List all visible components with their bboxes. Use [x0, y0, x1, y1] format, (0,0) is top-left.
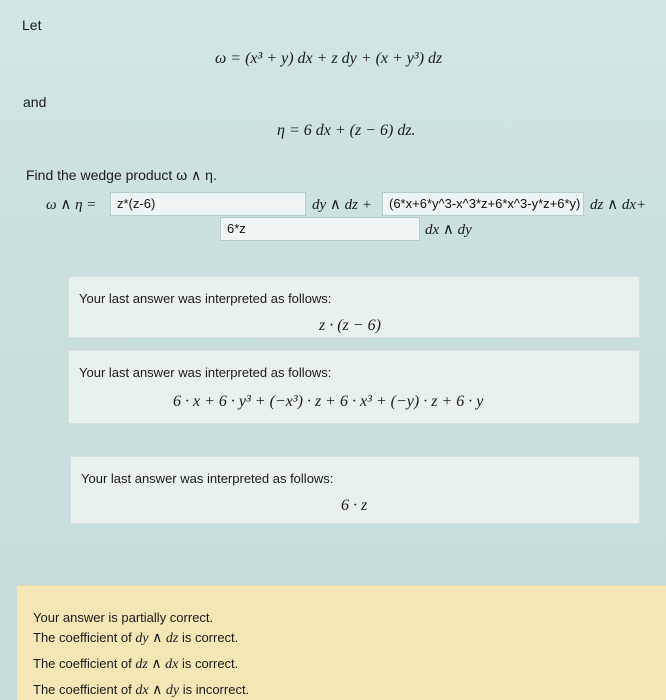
interpretation-expression: 6 · x + 6 · y³ + (−x³) · z + 6 · x³ + (−y) · z + 6 · y [173, 393, 484, 410]
instruction-text: Find the wedge product ω ∧ η. [26, 167, 217, 183]
feedback-line-dy-dz [33, 630, 238, 647]
dy-dz-coefficient-input[interactable]: z*(z-6) [110, 192, 306, 216]
dx-dy-coefficient-input[interactable]: 6*z [220, 217, 420, 241]
feedback-prefix: The coefficient of [33, 682, 132, 697]
dx-dy-term: dx ∧ dy [425, 222, 472, 238]
interpretation-expression: z · (z − 6) [319, 317, 381, 334]
omega-definition: ω = (x³ + y) dx + z dy + (x + y³) dz [215, 50, 443, 67]
feedback-suffix: is incorrect. [182, 682, 250, 697]
feedback-summary: Your answer is partially correct. [33, 610, 214, 625]
interpretation-label: Your last answer was interpreted as follows: [81, 471, 334, 486]
eta-definition: η = 6 dx + (z − 6) dz. [277, 122, 416, 139]
interpretation-panel-2 [68, 350, 640, 424]
feedback-line-dz-dx [33, 656, 238, 673]
answer-prefix: ω ∧ η = [46, 197, 97, 213]
feedback-prefix: The coefficient of [33, 630, 132, 645]
interpretation-panel-3 [70, 456, 640, 524]
feedback-form: dx ∧ dy [135, 683, 180, 698]
interpretation-label: Your last answer was interpreted as follows: [79, 291, 332, 306]
feedback-form: dy ∧ dz [135, 631, 179, 646]
dz-dx-term: dz ∧ dx+ [590, 197, 647, 213]
feedback-prefix: The coefficient of [33, 656, 132, 671]
feedback-form: dz ∧ dx [135, 657, 179, 672]
feedback-line-dx-dy [33, 682, 249, 699]
interpretation-expression: 6 · z [341, 497, 368, 514]
let-label: Let [22, 17, 42, 33]
feedback-suffix: is correct. [181, 656, 239, 671]
dy-dz-term: dy ∧ dz + [312, 197, 372, 213]
dz-dx-coefficient-input[interactable]: (6*x+6*y^3-x^3*z+6*x^3-y*z+6*y) [382, 192, 584, 216]
and-label: and [23, 94, 47, 110]
interpretation-panel-1 [68, 276, 640, 338]
feedback-box [17, 585, 666, 700]
interpretation-label: Your last answer was interpreted as follows: [79, 365, 332, 380]
feedback-suffix: is correct. [181, 630, 239, 645]
